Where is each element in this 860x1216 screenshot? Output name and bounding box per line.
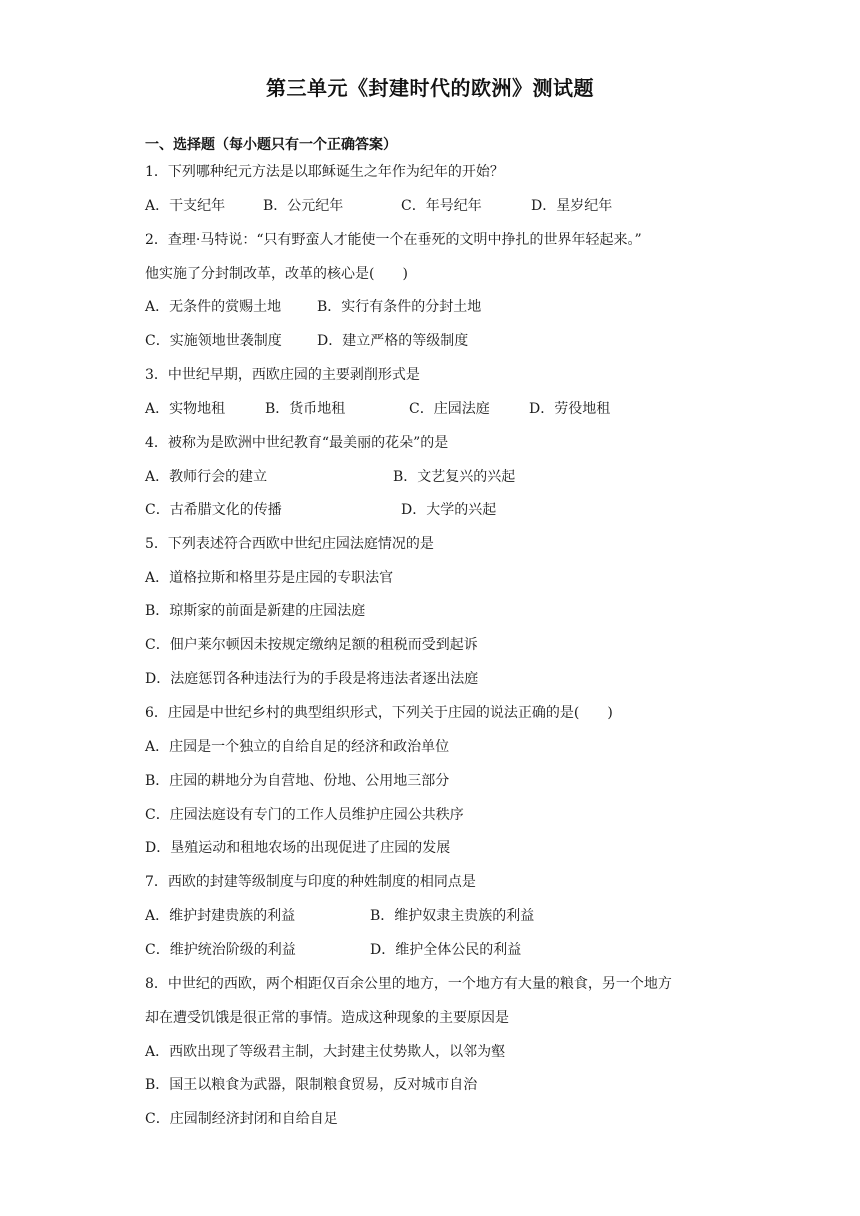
question-6-stem: 6．庄园是中世纪乡村的典型组织形式，下列关于庄园的说法正确的是( ) (145, 705, 613, 721)
question-3-option-d: D．劳役地租 (529, 401, 611, 417)
question-1-stem: 1．下列哪种纪元方法是以耶稣诞生之年作为纪年的开始？ (145, 164, 504, 180)
question-1-option-b: B．公元纪年 (263, 198, 344, 214)
question-6-option-d: D．垦殖运动和租地农场的出现促进了庄园的发展 (145, 840, 451, 856)
question-4-option-b: B．文艺复兴的兴起 (393, 469, 516, 485)
section-heading: 一、选择题（每小题只有一个正确答案） (145, 137, 397, 153)
question-8-stem-line-1: 8．中世纪的西欧，两个相距仅百余公里的地方，一个地方有大量的粮食，另一个地方 (145, 976, 672, 992)
question-7-option-b: B．维护奴隶主贵族的利益 (370, 908, 535, 924)
question-7-option-a: A．维护封建贵族的利益 (145, 908, 296, 924)
question-7-option-d: D．维护全体公民的利益 (370, 942, 522, 958)
question-1-option-a: A．干支纪年 (145, 198, 226, 214)
question-7-stem: 7．西欧的封建等级制度与印度的种姓制度的相同点是 (145, 874, 476, 890)
question-8-option-a: A．西欧出现了等级君主制，大封建主仗势欺人，以邻为壑 (145, 1044, 506, 1060)
question-4-option-a: A．教师行会的建立 (145, 469, 268, 485)
question-2-stem-line-1: 2．查理·马特说：“只有野蛮人才能使一个在垂死的文明中挣扎的世界年轻起来。” (145, 232, 642, 248)
question-2-option-a: A．无条件的赏赐土地 (145, 299, 282, 315)
question-8-option-c: C．庄园制经济封闭和自给自足 (145, 1111, 338, 1127)
question-1-option-c: C．年号纪年 (401, 198, 482, 214)
question-2-option-d: D．建立严格的等级制度 (317, 333, 469, 349)
question-1-option-d: D．星岁纪年 (531, 198, 613, 214)
question-3-option-c: C．庄园法庭 (409, 401, 490, 417)
question-6-option-a: A．庄园是一个独立的自给自足的经济和政治单位 (145, 739, 450, 755)
question-5-option-b: B．琼斯家的前面是新建的庄园法庭 (145, 603, 366, 619)
question-3-stem: 3．中世纪早期，西欧庄园的主要剥削形式是 (145, 367, 420, 383)
question-3-option-a: A．实物地租 (145, 401, 226, 417)
question-4-option-d: D．大学的兴起 (401, 502, 497, 518)
question-2-option-c: C．实施领地世袭制度 (145, 333, 282, 349)
question-8-option-b: B．国王以粮食为武器，限制粮食贸易，反对城市自治 (145, 1077, 478, 1093)
question-7-option-c: C．维护统治阶级的利益 (145, 942, 296, 958)
question-4-option-c: C．古希腊文化的传播 (145, 502, 282, 518)
question-5-option-d: D．法庭惩罚各种违法行为的手段是将违法者逐出法庭 (145, 671, 479, 687)
question-6-option-c: C．庄园法庭设有专门的工作人员维护庄园公共秩序 (145, 807, 464, 823)
question-2-option-b: B．实行有条件的分封土地 (317, 299, 482, 315)
question-6-option-b: B．庄园的耕地分为自营地、份地、公用地三部分 (145, 773, 450, 789)
page-title: 第三单元《封建时代的欧洲》测试题 (266, 76, 594, 100)
question-8-stem-line-2: 却在遭受饥饿是很正常的事情。造成这种现象的主要原因是 (145, 1010, 509, 1026)
question-3-option-b: B．货币地租 (265, 401, 346, 417)
question-2-stem-line-2: 他实施了分封制改革，改革的核心是( ) (145, 266, 408, 282)
question-5-option-a: A．道格拉斯和格里芬是庄园的专职法官 (145, 570, 394, 586)
question-5-option-c: C．佃户莱尔顿因未按规定缴纳足额的租税而受到起诉 (145, 637, 478, 653)
question-4-stem: 4．被称为是欧洲中世纪教育“最美丽的花朵”的是 (145, 435, 449, 451)
question-5-stem: 5．下列表述符合西欧中世纪庄园法庭情况的是 (145, 536, 434, 552)
